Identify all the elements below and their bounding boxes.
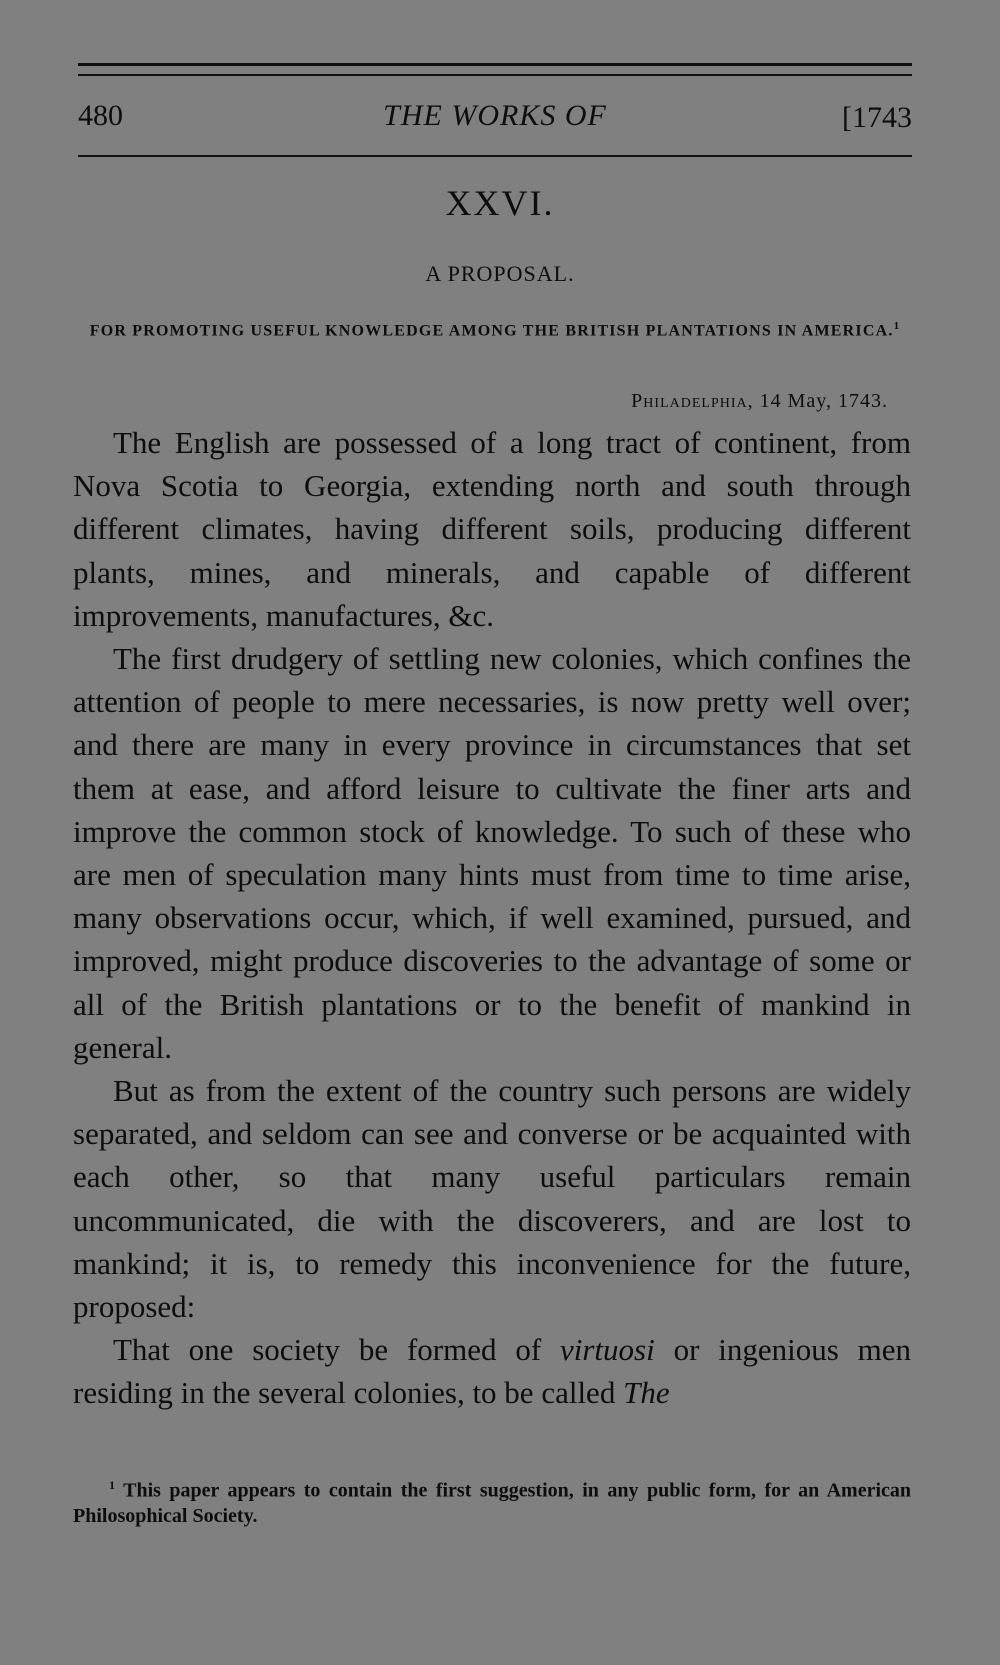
paragraph: But as from the extent of the country such persons are widely separated, and seldom can see and converse or be acquainted with each other, so that many useful particulars remain uncommunicated, die with the discoverers, and are lost to mankind; it is, to remedy this inconvenience for the future, proposed: [73,1073,911,1325]
chapter-number: XXVI. [445,183,555,223]
header-rule [78,155,912,157]
footnote-text: This paper appears to contain the first suggestion, in any public form, for an American Philosophical Society. [73,1479,912,1527]
top-rule [78,63,912,66]
document-title: A PROPOSAL. [425,261,575,286]
footnote [73,1473,911,1529]
italic-term: The [623,1375,670,1411]
paragraph: The first drudgery of settling new colonies, which confines the attention of people to mere necessaries, is now pretty well over; and there are many in every province in circumstances that set them at ease, and afford leisure to cultivate the finer arts and improve the common stock of knowledge. To such of these who are men of speculation many hints must from time to time arise, many observations occur, which, if well examined, pursued, and improved, might produce discoveries to the advantage of some or all of the British plantations or to the benefit of mankind in general. [73,641,911,1065]
running-title: THE WORKS OF [383,99,607,132]
top-rule-thin [78,74,912,76]
running-head [78,96,912,136]
dateline [631,385,888,417]
paragraph: The English are possessed of a long tract of continent, from Nova Scotia to Georgia, extending north and south through different climates, having different soils, producing different plants, mines, and minerals, and capable of different improvements, manufactures, &c. [73,425,911,633]
dateline-place: Philadelphia, [631,390,754,412]
subtitle-text: FOR PROMOTING USEFUL KNOWLEDGE AMONG THE BRITISH PLANTATIONS IN AMERICA. [89,322,894,340]
document-subtitle [76,312,914,345]
page-number: 480 [78,99,123,132]
body-text [73,421,911,1415]
italic-term: virtuosi [560,1332,655,1368]
dateline-date: 14 May, 1743. [759,390,888,412]
paragraph [73,1328,911,1414]
paragraph-text: That one society be formed of [113,1332,560,1368]
year-bracket: [1743 [842,101,912,134]
paragraph-text: or ingenious men residing in the several colonies, to be called [73,1332,911,1411]
footnote-reference: 1 [893,320,901,332]
footnote-marker: 1 [109,1478,115,1492]
